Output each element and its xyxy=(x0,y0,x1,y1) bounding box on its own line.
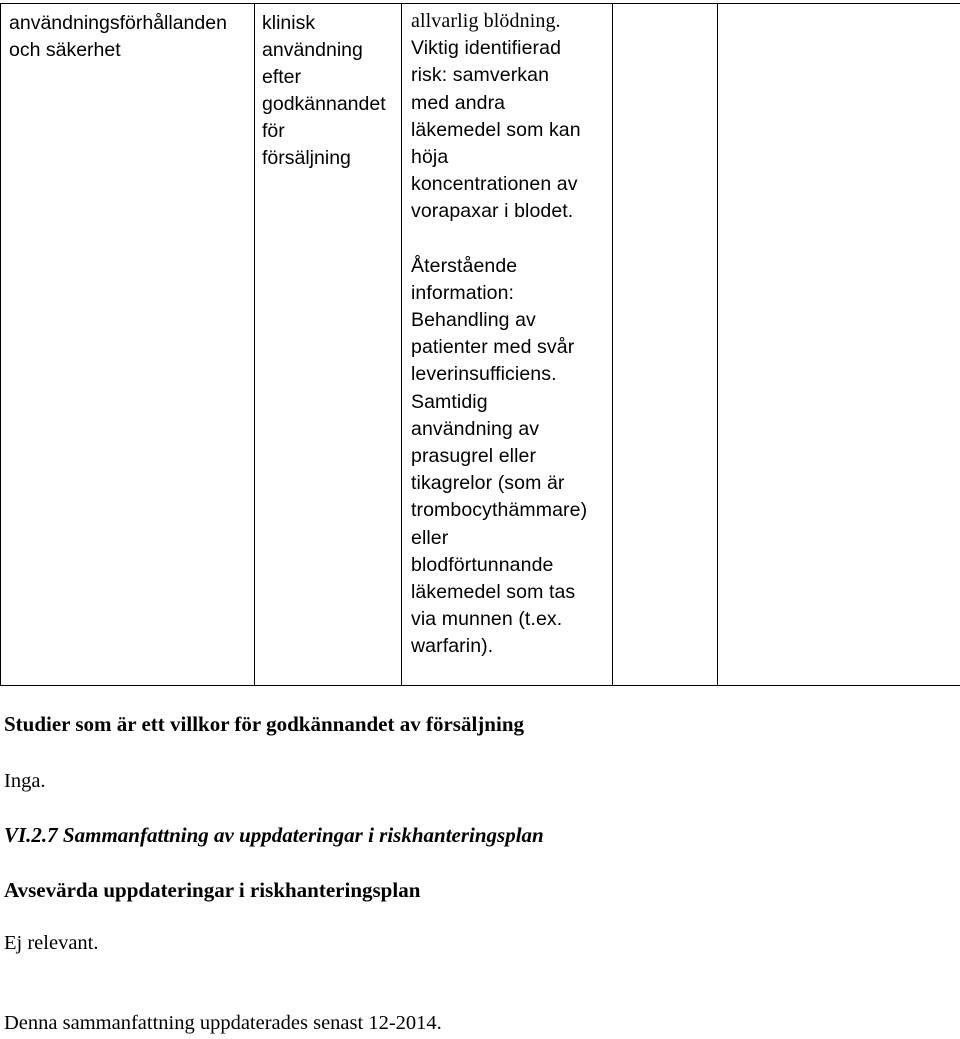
updates-text: Ej relevant. xyxy=(4,932,99,954)
table-row xyxy=(1,4,960,686)
table-cell-empty-1 xyxy=(613,4,718,686)
studies-text: Inga. xyxy=(4,770,46,792)
table-cell-risk-summary xyxy=(402,4,613,686)
cell-text-risk-first: allvarlig blödning. xyxy=(411,10,561,32)
cell-text-identified-risk: Viktig identifierad risk: samverkan med andra läkemedel som kan höja koncentrationen av vorapaxar i blodet. xyxy=(411,37,581,223)
updates-heading: Avsevärda uppdateringar i riskhanteringsplan xyxy=(4,878,421,902)
table-cell-empty-2 xyxy=(718,4,960,686)
cell-text-condition: användningsförhållanden och säkerhet xyxy=(9,12,227,61)
studies-heading: Studier som är ett villkor för godkännandet av försäljning xyxy=(4,712,524,736)
cell-text-usage: klinisk användning efter godkännandet för försäljning xyxy=(262,12,386,169)
table-cell-usage xyxy=(255,4,402,686)
risk-table-continuation xyxy=(0,3,960,686)
cell-text-missing-information: Återstående information: Behandling av patienter med svår leverinsufficiens. Samtidig användning av prasugrel eller tikagrelor (som är trombocythämmare) eller blodförtunnande läkemedel som tas via munnen (t.ex. warfarin). xyxy=(411,254,588,658)
section-heading: VI.2.7 Sammanfattning av uppdateringar i riskhanteringsplan xyxy=(4,823,544,847)
footer-text: Denna sammanfattning uppdaterades senast 12-2014. xyxy=(4,1012,442,1034)
table-cell-condition xyxy=(1,4,255,686)
